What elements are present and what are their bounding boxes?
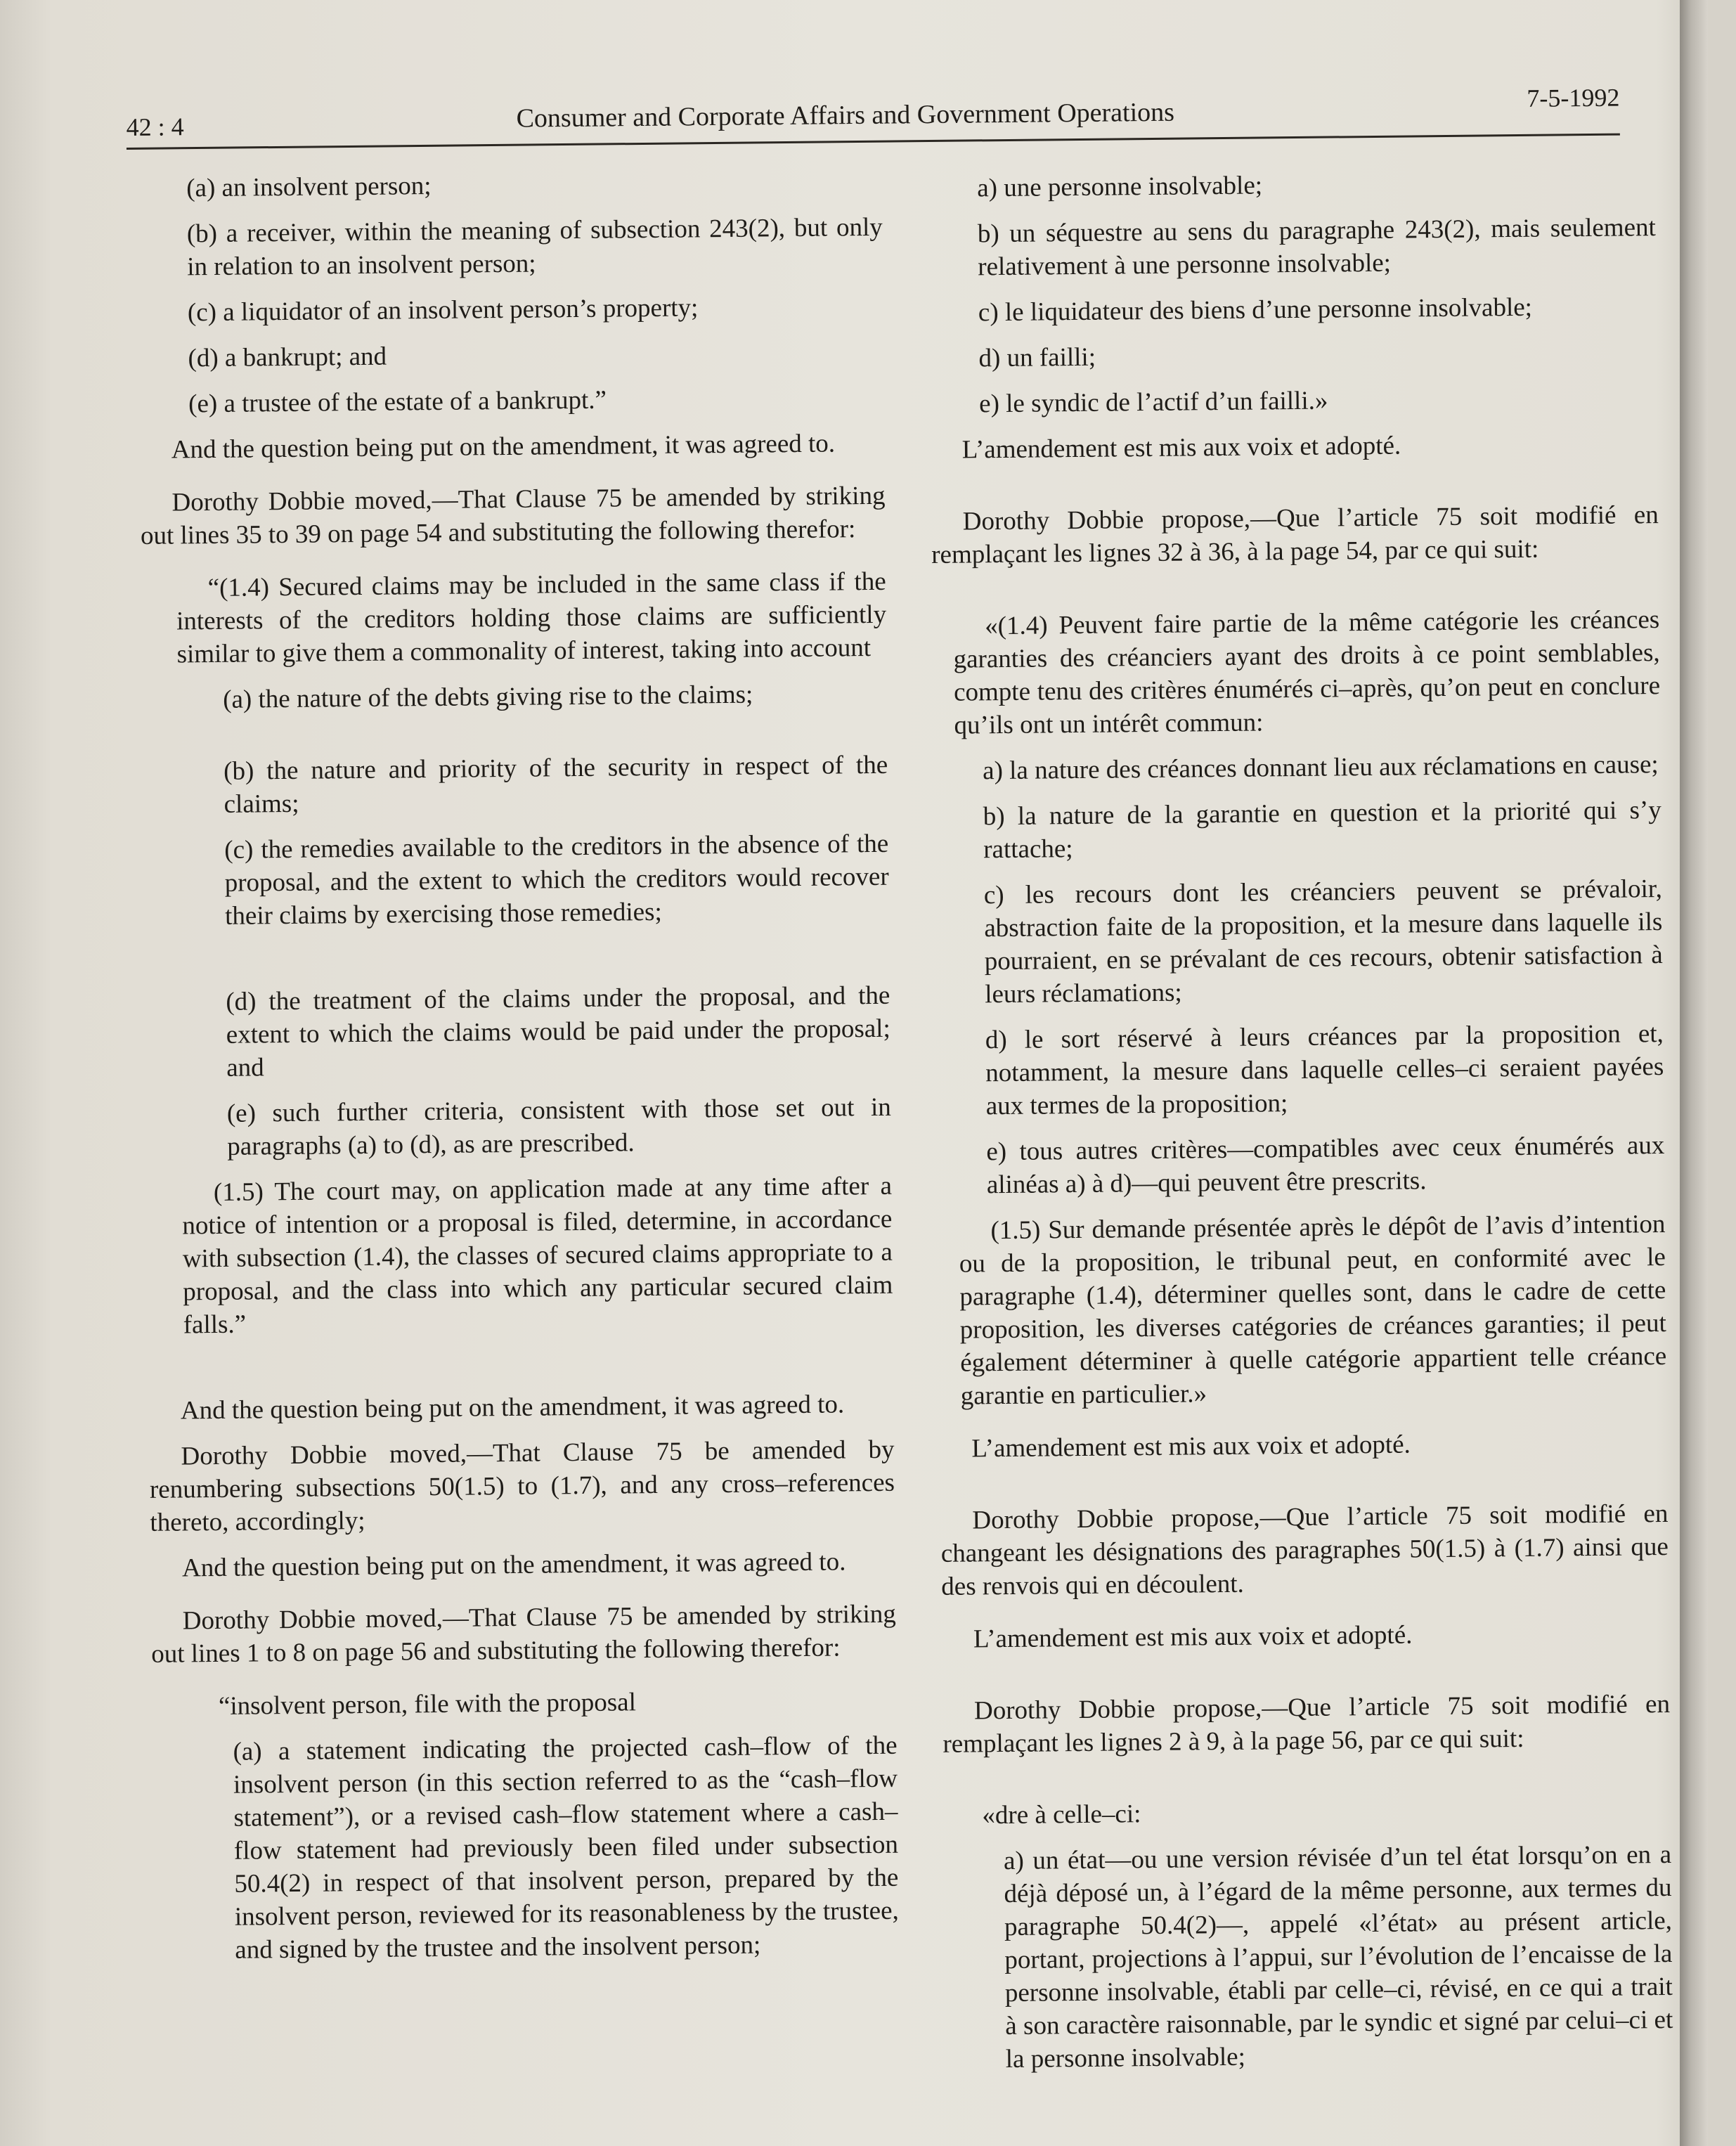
english-column: [137, 165, 899, 1967]
paragraph: And the question being put on the amendment, it was agreed to.: [180, 1390, 845, 1426]
list-item: (a) a statement indicating the projected cash–flow of the insolvent person (in this section referred to as the “cash–flow statement”), or a revised cash–flow statement where a cash–flow statement had previously been filed under subsection 50.4(2) in respect of that insolvent person, prepared by the insolvent person, reviewed for its reasonableness by the trustee, and signed by the trustee and the insolvent person;: [233, 1731, 899, 1965]
paragraph: Dorothy Dobbie propose,—Que l’article 75 soit modifié en changeant les désignations des paragraphes 50(1.5) à (1.7) ainsi que des renvois qui en découlent.: [940, 1499, 1669, 1601]
paragraph: (c) a liquidator of an insolvent person’s property;: [187, 293, 699, 328]
list-item: a) la nature des créances donnant lieu aux réclamations en cause;: [982, 750, 1659, 786]
list-item: e) tous autres critères—compatibles avec ceux énumérés aux alinéas a) à d)—qui peuvent être prescrits.: [986, 1131, 1665, 1200]
paragraph: a) une personne insolvable;: [977, 171, 1263, 203]
paragraph: Dorothy Dobbie moved,—That Clause 75 be amended by striking out lines 35 to 39 on page 54 and substituting the following therefor:: [140, 481, 886, 550]
list-item: b) la nature de la garantie en question et la priorité qui s’y rattache;: [983, 796, 1661, 865]
paragraph: (a) an insolvent person;: [186, 171, 432, 203]
paragraph: Dorothy Dobbie moved,—That Clause 75 be amended by renumbering subsections 50(1.5) to (1.7), and any cross–references thereto, accordingly;: [149, 1435, 895, 1537]
paragraph: Dorothy Dobbie moved,—That Clause 75 be amended by striking out lines 1 to 8 on page 56 and substituting the following therefor:: [151, 1599, 896, 1669]
paragraph: c) le liquidateur des biens d’une personne insolvable;: [978, 292, 1533, 328]
header-date: 7-5-1992: [1527, 83, 1620, 112]
list-item: (b) the nature and priority of the security in respect of the claims;: [223, 750, 888, 819]
paragraph: And the question being put on the amendment, it was agreed to.: [181, 1547, 846, 1583]
paragraph: (e) a trustee of the estate of a bankrupt.”: [188, 385, 607, 419]
list-item: a) un état—ou une version révisée d’un tel état lorsqu’on en a déjà déposé un, à l’égard de la même personne, aux termes du paragraphe 50.4(2)—, appelé «l’état» au présent article, portant, projections à l’appui, sur l’évolution de l’encaisse de la personne insolvable, établi par celle–ci, révisé, en ce qui a trait à son caractère raisonnable, par le syndic et signé par celui–ci et la personne insolvable;: [1003, 1840, 1673, 2074]
french-column: [928, 165, 1673, 2076]
page-number: 42 : 4: [126, 112, 184, 142]
quoted-paragraph: «dre à celle–ci:: [982, 1799, 1141, 1830]
paragraph: e) le syndic de l’actif d’un failli.»: [978, 386, 1328, 419]
paragraph: b) un séquestre au sens du paragraphe 243(2), mais seulement relativement à une personne insolvable;: [977, 213, 1656, 282]
quoted-paragraph: «(1.4) Peuvent faire partie de la même catégorie les créances garanties des créanciers ayant des droits à ce point semblables, compte tenu des critères énumérés ci–après, qu’on peut en conclure qu’ils ont un intérêt commun:: [953, 605, 1661, 740]
list-item: (c) the remedies available to the creditors in the absence of the proposal, and the extent to which the creditors would recover their claims by exercising those remedies;: [224, 829, 889, 931]
paragraph: L’amendement est mis aux voix et adopté.: [961, 431, 1401, 465]
list-item: c) les recours dont les créanciers peuvent se prévaloir, abstraction faite de la proposition, et la mesure dans laquelle ils pourraient, en se prévalant de ces recours, obtenir satisfaction à leurs réclamations;: [983, 874, 1663, 1009]
paragraph: (d) a bankrupt; and: [188, 342, 387, 373]
page-edge: [1680, 0, 1708, 2146]
list-item: (d) the treatment of the claims under the proposal, and the extent to which the claims would be paid under the proposal; and: [226, 981, 890, 1082]
paragraph: Dorothy Dobbie propose,—Que l’article 75 soit modifié en remplaçant les lignes 32 à 36, à la page 54, par ce qui suit:: [931, 500, 1659, 569]
paragraph: And the question being put on the amendment, it was agreed to.: [171, 429, 836, 465]
paragraph: L’amendement est mis aux voix et adopté.: [973, 1620, 1413, 1654]
list-item: d) le sort réservé à leurs créances par la proposition et, notamment, la mesure dans laquelle celles–ci seraient payées aux termes de la proposition;: [985, 1019, 1664, 1121]
paragraph: (b) a receiver, within the meaning of subsection 243(2), but only in relation to an insolvent person;: [186, 212, 883, 282]
list-item: (e) such further criteria, consistent with those set out in paragraphs (a) to (d), as are prescribed.: [226, 1092, 892, 1161]
list-item: (a) the nature of the debts giving rise to the claims;: [223, 680, 753, 714]
page-header: [126, 67, 1620, 150]
quoted-paragraph: “(1.4) Secured claims may be included in the same class if the interests of the creditors holding those claims are sufficiently similar to give them a commonality of interest, taking into account: [176, 567, 887, 669]
paragraph: d) un failli;: [978, 342, 1096, 373]
paragraph: L’amendement est mis aux voix et adopté.: [971, 1430, 1411, 1463]
running-title: Consumer and Corporate Affairs and Government Operations: [516, 97, 1175, 134]
quoted-paragraph: “insolvent person, file with the proposal: [218, 1688, 637, 1721]
paragraph: Dorothy Dobbie propose,—Que l’article 75 soit modifié en remplaçant les lignes 2 à 9, à la page 56, par ce qui suit:: [943, 1689, 1671, 1759]
quoted-paragraph: (1.5) Sur demande présentée après le dépôt de l’avis d’intention ou de la proposition, le tribunal peut, en conformité avec le paragraphe (1.4), déterminer quelles sont, dans le cadre de cette proposition, les diverses catégories de créances garanties; il peut également déterminer à quelle catégorie appartient telle créance garantie en particulier.»: [959, 1209, 1667, 1411]
quoted-paragraph: (1.5) The court may, on application made at any time after a notice of intention or a proposal is filed, determine, in accordance with subsection (1.4), the classes of secured claims appropriate to a proposal, and the class into which any particular secured claim falls.”: [182, 1171, 893, 1340]
